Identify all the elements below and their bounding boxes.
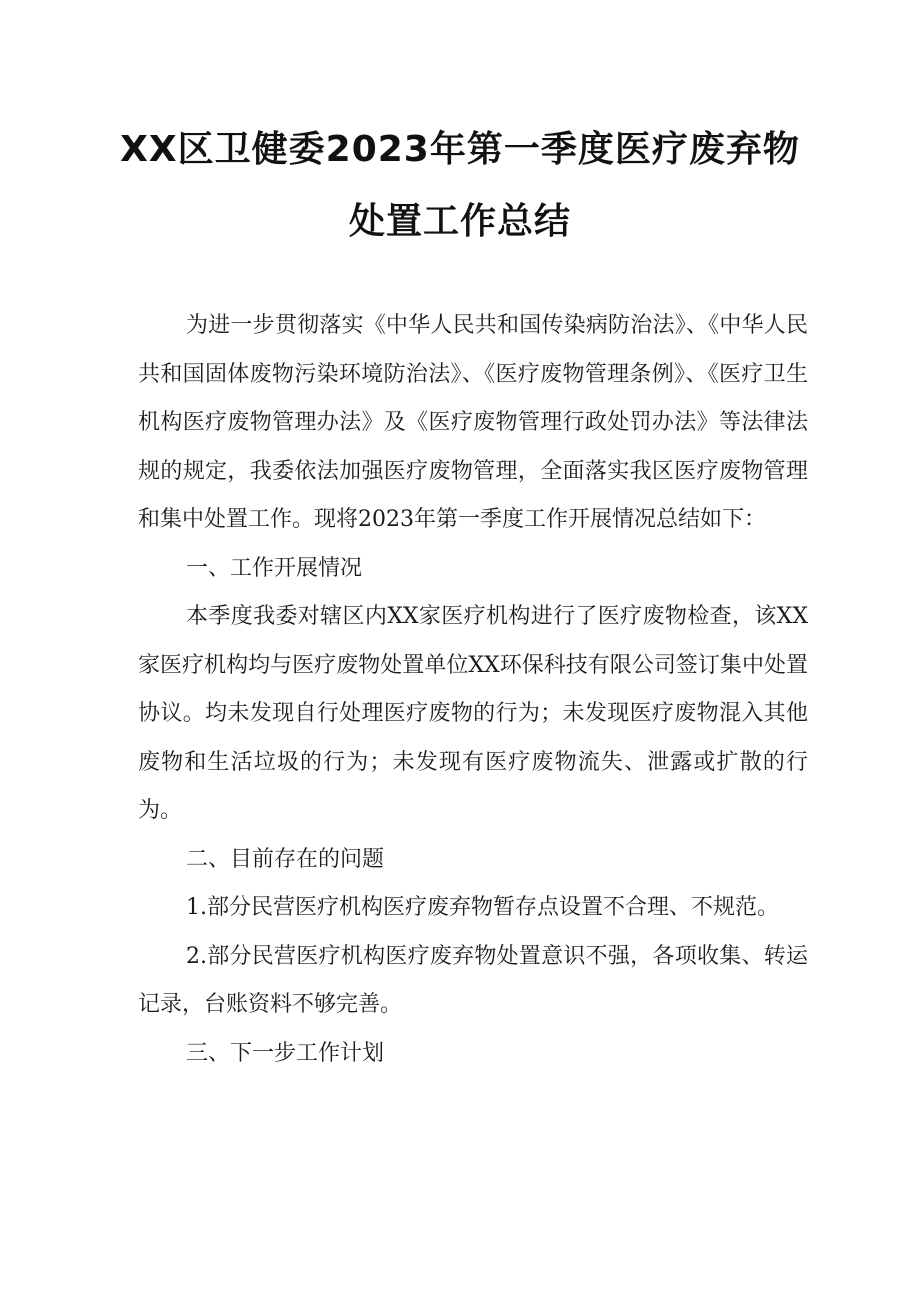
document-title-line-2: 处置工作总结 <box>348 201 571 242</box>
section-2-item-1: 1.部分民营医疗机构医疗废弃物暂存点设置不合理、不规范。 <box>186 895 779 920</box>
document-body <box>138 302 808 1078</box>
section-1-paragraph: 本季度我委对辖区内XX家医疗机构进行了医疗废物检查，该XX家医疗机构均与医疗废物处置单位XX环保科技有限公司签订集中处置协议。均未发现自行处理医疗废物的行为；未发现医疗废物混入其他废物和生活垃圾的行为；未发现有医疗废物流失、泄露或扩散的行为。 <box>138 604 808 823</box>
section-3-heading: 三、下一步工作计划 <box>186 1040 385 1066</box>
intro-paragraph: 为进一步贯彻落实《中华人民共和国传染病防治法》、《中华人民共和国固体废物污染环境防治法》、《医疗废物管理条例》、《医疗卫生机构医疗废物管理办法》及《医疗废物管理行政处罚办法》等法律法规的规定，我委依法加强医疗废物管理，全面落实我区医疗废物管理和集中处置工作。现将2023年第一季度工作开展情况总结如下： <box>138 313 808 532</box>
section-2-item-2: 2.部分民营医疗机构医疗废弃物处置意识不强，各项收集、转运记录，台账资料不够完善。 <box>138 943 808 1017</box>
section-2-heading: 二、目前存在的问题 <box>186 846 385 872</box>
document-title-line-1: XX区卫健委2023年第一季度医疗废弃物 <box>120 129 800 170</box>
section-1-heading: 一、工作开展情况 <box>186 555 363 581</box>
